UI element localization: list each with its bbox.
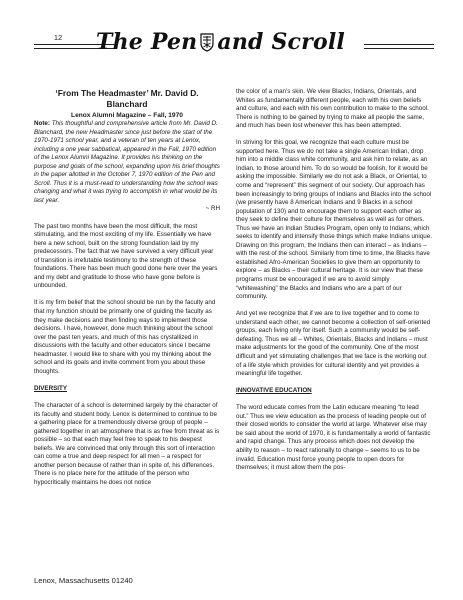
title-left: The Pen <box>96 29 198 55</box>
section-heading-diversity: DIVERSITY <box>34 384 67 392</box>
left-column <box>34 88 220 488</box>
article-title: ‘From The Headmaster’ Mr. David D. Blanchard <box>55 88 199 109</box>
title-right: and Scroll <box>217 29 345 55</box>
note-signature: ~ RH <box>205 205 220 213</box>
section-heading-innovative-education: INNOVATIVE EDUCATION <box>236 387 312 395</box>
paragraph: In striving for this goal, we recognize that each culture must be supported here. Thus we do not take a single American Indian, drop him into a middle class white community, and ask him to relate, as an Indian, to those around him. To do so would be foolish, for it would be asking the impossible. Similarly we do not ask a Black, or Oriental, to come and “represent” this segment of our society. Our approach has been increasingly to bring groups of Indians and Blacks into the school (we presently have 8 American Indians and 9 Blacks in a school population of 130) and to encourage them to support each other as they seek to define their culture for themselves as well as for others. Thus we have an Indian Studies Program, open only to Indians, which seeks to identify and intensify those things which make Indians unique. Drawing on this program, the Indians then can interact – as Indians – with the rest of the school. Similarly from time to time, the Blacks have established Afro-American Societies to give them an opportunity to explore – as Blacks – their cultural heritage. It is our view that these programs must be encouraged if we are to avoid simply “whitewashing” the Blacks and Indians who are a part of our community. <box>236 139 432 301</box>
article-subtitle: Lenox Alumni Magazine – Fall, 1970 <box>71 112 183 119</box>
paragraph: It is my firm belief that the school should be run by the faculty and that my function should be primarily one of guiding the faculty as they make decisions and then finding ways to implement those decisions. I have, however, done much thinking about the school over the past ten years, and much of this has crystallized in discussions with the faculty and other educators since I became headmaster. I would like to share with you my thinking about the school and its goals and invite comment from you about these thoughts. <box>34 299 216 375</box>
paragraph: And yet we recognize that if we are to live together and to come to understand each other, we cannot become a collection of self-oriented groups, each living only for itself. Such a community would be self-defeating. Thus we all – Whites, Orientals, Blacks and Indians – must make adjustments for the good of the community. One of the most difficult and yet stimulating challenges that we face is the working out of a life style which provides for cultural identity and yet provides a meaningful life together. <box>236 310 431 378</box>
right-column <box>236 88 432 473</box>
paragraph: the color of a man’s skin. We view Blacks, Indians, Orientals, and Whites as fundamentally different people, each with his own beliefs and culture, and each with his own contribution to make to the school. There is nothing to be gained by trying to make all people the same, and much has been lost whenever this has been attempted. <box>236 88 429 130</box>
page-number: 12 <box>53 33 63 42</box>
paragraph: The past two months have been the most difficult, the most stimulating, and the most exciting of my life. Essentially we have here a new school, built on the strong foundation laid by my predecessors. The fact that we have survived a very difficult year of transition is irrefutable testimony to the strength of these foundations. There has been much good done here over the years and my debt and gratitude to those who have gone before is unbounded. <box>34 222 218 290</box>
masthead-rule <box>364 48 434 49</box>
newspaper-title <box>96 29 345 55</box>
note-label: Note: <box>34 120 50 127</box>
paragraph: The word educate comes from the Latin educare meaning “to lead out.” Thus we view education as the process of leading people out of their closed worlds to consider the world at large. Whatever else may be said about the world of 1970, it is fundamentally a world of fantastic and rapid change. Thus any process which does not develop the ability to reason – to react rationally to change – seems to us to be invalid. Education must force young people to open doors for themselves; it must allow them the pos- <box>236 404 431 472</box>
note-text: This thoughtful and comprehensive article from Mr. David D. Blanchard, the new Headmaster since just before the start of the 1970-1971 school year, and a veteran of ten years at Lenox, including a one year sabbatical, appeared in the Fall, 1970 edition of the Lenox Alumni Magazine. It provides his thinking on the purpose and goals of the school, expanding upon his brief thoughts in the paper allotted in the October 7, 1970 edition of the Pen and Scroll. Thus it is a must-read to understanding how the school was changing and what it was trying to accomplish in what would be its last year. <box>34 120 220 204</box>
masthead-rule <box>364 44 434 45</box>
crest-icon <box>200 32 214 52</box>
paragraph: The character of a school is determined largely by the character of its faculty and student body. Lenox is determined to continue to be a gathering place for a tremendously diverse group of people – gathered together in an atmosphere that is as free from threat as is possible – so that each may feel free to speak to his deepest beliefs. We are convinced that only through this sort of interaction can come a true and deep respect for all men – a respect for another person because of rather than in spite of, his differences. There is no place here for the attitude of the person who hypocritically maintains he does not notice <box>34 402 220 486</box>
masthead <box>34 31 434 61</box>
editor-note <box>34 120 220 205</box>
page-footer: Lenox, Massachusetts 01240 <box>34 576 133 585</box>
